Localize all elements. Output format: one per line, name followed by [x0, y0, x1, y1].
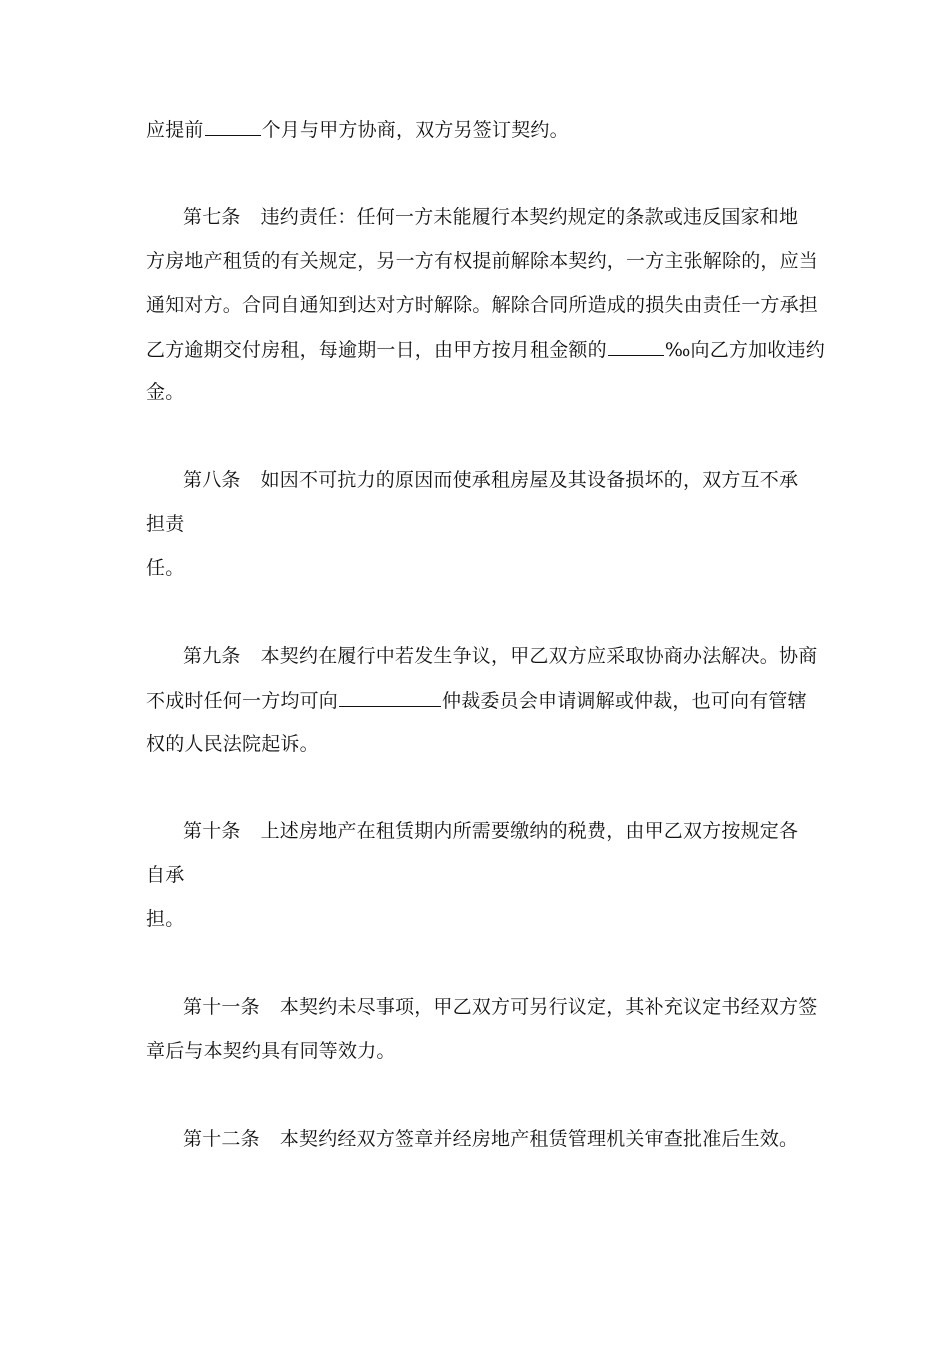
article9-line2 [146, 688, 807, 713]
article11-line2: 章后与本契约具有同等效力。 [146, 1040, 396, 1062]
article9-text1: 本契约在履行中若发生争议，甲乙双方应采取协商办法解决。协商 [260, 645, 818, 667]
article10-line2: 自承 [146, 864, 185, 886]
article11-text1: 本契约未尽事项，甲乙双方可另行议定，其补充议定书经双方签 [279, 996, 818, 1018]
article8-line2: 担责 [146, 513, 185, 535]
article12-text1: 本契约经双方签章并经房地产租赁管理机关审查批准后生效。 [279, 1128, 799, 1150]
article10-line3: 担。 [146, 908, 185, 930]
intro-text-after: 个月与甲方协商，双方另签订契约。 [261, 119, 569, 141]
article11-line1 [183, 995, 817, 1019]
penalty-rate-blank[interactable] [608, 337, 664, 356]
intro-line [146, 117, 569, 142]
article7-text4-before: 乙方逾期交付房租，每逾期一日，由甲方按月租金额的 [146, 339, 607, 361]
article9-text2-after: 仲裁委员会申请调解或仲裁，也可向有管辖 [442, 690, 807, 712]
article8-line3: 任。 [146, 557, 185, 579]
article7-text1: 违约责任：任何一方未能履行本契约规定的条款或违反国家和地 [260, 206, 799, 228]
article10-text1: 上述房地产在租赁期内所需要缴纳的税费，由甲乙双方按规定各 [260, 820, 799, 842]
article10-heading: 第十条 [183, 820, 241, 842]
months-blank[interactable] [205, 117, 261, 136]
intro-text-before: 应提前 [146, 119, 204, 141]
article7-line2: 方房地产租赁的有关规定，另一方有权提前解除本契约，一方主张解除的，应当 [146, 250, 819, 272]
article12-line1 [183, 1127, 798, 1151]
article7-line1 [183, 205, 798, 229]
arbitration-committee-blank[interactable] [339, 688, 441, 707]
article8-heading: 第八条 [183, 469, 241, 491]
article11-heading: 第十一条 [183, 996, 260, 1018]
article8-text1: 如因不可抗力的原因而使承租房屋及其设备损坏的，双方互不承 [260, 469, 799, 491]
article7-line3: 通知对方。合同自通知到达对方时解除。解除合同所造成的损失由责任一方承担 [146, 294, 819, 316]
article9-line1 [183, 644, 817, 668]
article12-heading: 第十二条 [183, 1128, 260, 1150]
article7-line5: 金。 [146, 381, 185, 403]
article10-line1 [183, 819, 798, 843]
article7-text4-after: ‰向乙方加收违约 [664, 339, 825, 361]
article9-line3: 权的人民法院起诉。 [146, 733, 319, 755]
article8-line1 [183, 468, 798, 492]
article7-line4 [146, 337, 825, 362]
article7-heading: 第七条 [183, 206, 241, 228]
article9-heading: 第九条 [183, 645, 241, 667]
article9-text2-before: 不成时任何一方均可向 [146, 690, 339, 712]
